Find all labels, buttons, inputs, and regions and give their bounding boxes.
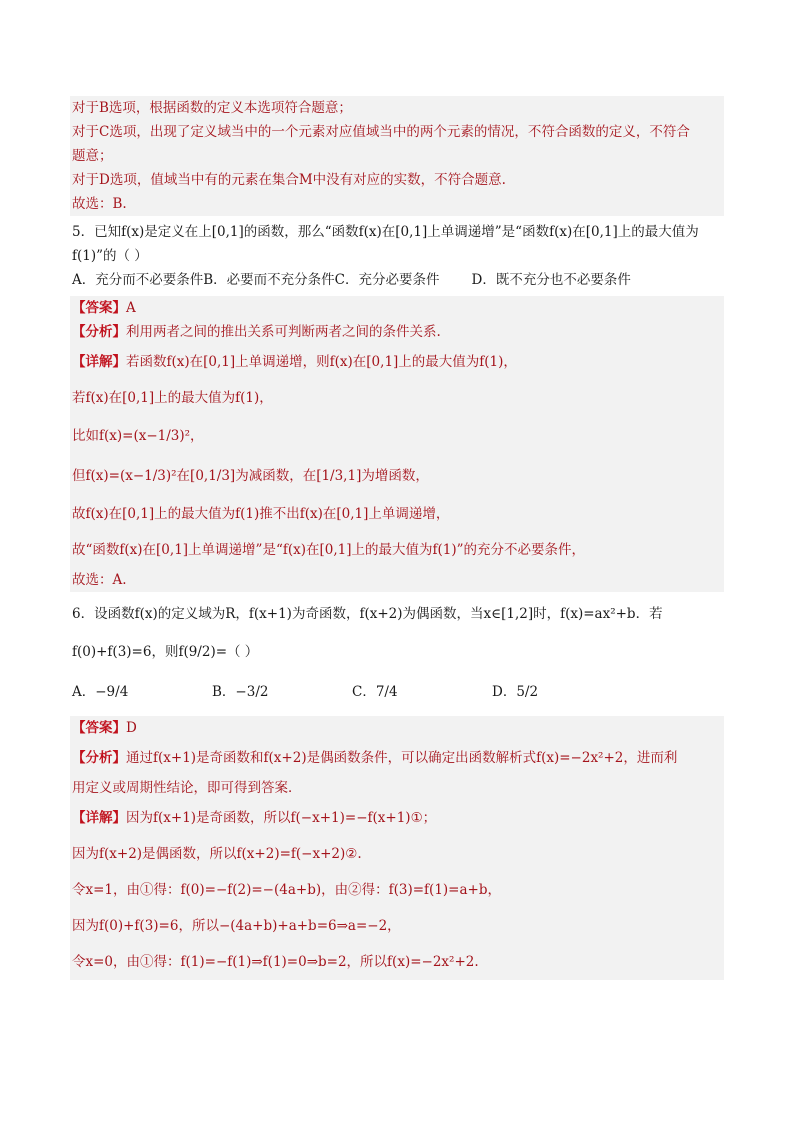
q6-stem-line-1: 6．设函数f(x)的定义域为R，f(x+1)为奇函数，f(x+2)为偶函数，当x∈[1,2]时，f(x)=ax²+b．若 bbox=[72, 606, 663, 622]
q5-detail-line-2: 若f(x)在[0,1]上的最大值为f(1)， bbox=[70, 380, 724, 416]
q5-options bbox=[70, 268, 724, 292]
q5-analysis-text: 利用两者之间的推出关系可判断两者之间的条件关系. bbox=[126, 324, 441, 340]
q6-detail-line-2: 因为f(x+2)是偶函数，所以f(x+2)=f(−x+2)②. bbox=[70, 836, 724, 872]
q6-option-a: A．−9/4 bbox=[72, 684, 129, 700]
q5-detail-first: 若函数f(x)在[0,1]上单调递增，则f(x)在[0,1]上的最大值为f(1)， bbox=[126, 354, 517, 370]
q6-answer bbox=[70, 716, 724, 740]
q6-detail-line-3: 令x=1，由①得：f(0)=−f(2)=−(4a+b)，由②得：f(3)=f(1)=a+b， bbox=[70, 872, 724, 908]
q6-detail-tag: 【详解】 bbox=[72, 810, 126, 826]
document-content bbox=[70, 96, 724, 980]
q5-stem-line-2: f(1)”的（ ） bbox=[72, 248, 148, 264]
q5-detail-tag: 【详解】 bbox=[72, 354, 126, 370]
q6-analysis-line-1 bbox=[70, 740, 724, 776]
q6-options bbox=[70, 672, 724, 712]
q4-line-3: 题意； bbox=[70, 144, 724, 168]
q4-line-1: 对于B选项，根据函数的定义本选项符合题意； bbox=[70, 96, 724, 120]
q6-detail-line-5: 令x=0，由①得：f(1)=−f(1)⇒f(1)=0⇒b=2，所以f(x)=−2x²+2. bbox=[70, 944, 724, 980]
q5-option-a: A．充分而不必要条件 bbox=[72, 272, 204, 288]
q4-line-5: 故选：B. bbox=[70, 192, 724, 216]
q5-analysis-tag: 【分析】 bbox=[72, 324, 126, 340]
q5-detail-line-5: 故f(x)在[0,1]上的最大值为f(1)推不出f(x)在[0,1]上单调递增， bbox=[70, 496, 724, 532]
q6-stem-line-2: f(0)+f(3)=6，则f(9/2)=（ ） bbox=[72, 644, 259, 660]
q4-line-4: 对于D选项，值域当中有的元素在集合M中没有对应的实数，不符合题意. bbox=[70, 168, 724, 192]
q5-answer-tag: 【答案】 bbox=[72, 300, 126, 316]
q6-detail-line-1 bbox=[70, 800, 724, 836]
q6-option-c: C．7/4 bbox=[352, 684, 398, 700]
q6-option-d: D．5/2 bbox=[492, 684, 539, 700]
q5-stem-line-1: 5．已知f(x)是定义在上[0,1]的函数，那么“函数f(x)在[0,1]上单调递增”是“函数f(x)在[0,1]上的最大值为 bbox=[72, 224, 699, 240]
q5-answer-value: A bbox=[126, 300, 136, 316]
q4-line-2: 对于C选项，出现了定义域当中的一个元素对应值域当中的两个元素的情况，不符合函数的定义，不符合 bbox=[70, 120, 724, 144]
q5-detail-line-7: 故选：A. bbox=[70, 568, 724, 592]
q5-analysis bbox=[70, 320, 724, 344]
q6-option-b: B．−3/2 bbox=[212, 684, 269, 700]
q6-answer-tag: 【答案】 bbox=[72, 720, 126, 736]
q6-detail-first: 因为f(x+1)是奇函数，所以f(−x+1)=−f(x+1)①； bbox=[126, 810, 437, 826]
q5-detail-line-1 bbox=[70, 344, 724, 380]
q5-option-d: D．既不充分也不必要条件 bbox=[471, 272, 631, 288]
q5-answer bbox=[70, 296, 724, 320]
q6-detail-line-4: 因为f(0)+f(3)=6，所以−(4a+b)+a+b=6⇒a=−2， bbox=[70, 908, 724, 944]
q5-option-b: B．必要而不充分条件 bbox=[203, 272, 335, 288]
q5-detail-line-4: 但f(x)=(x−1/3)²在[0,1/3]为减函数，在[1/3,1]为增函数， bbox=[70, 456, 724, 496]
q5-detail-line-6: 故“函数f(x)在[0,1]上单调递增”是“f(x)在[0,1]上的最大值为f(1)”的充分不必要条件， bbox=[70, 532, 724, 568]
q5-detail-line-3: 比如f(x)=(x−1/3)²， bbox=[70, 416, 724, 456]
q6-analysis-text-1: 通过f(x+1)是奇函数和f(x+2)是偶函数条件，可以确定出函数解析式f(x)=−2x²+2，进而利 bbox=[126, 750, 678, 766]
q5-option-c: C．充分必要条件 bbox=[334, 272, 440, 288]
q6-analysis-tag: 【分析】 bbox=[72, 750, 126, 766]
q6-answer-value: D bbox=[126, 720, 137, 736]
q6-analysis-line-2: 用定义或周期性结论，即可得到答案． bbox=[70, 776, 724, 800]
